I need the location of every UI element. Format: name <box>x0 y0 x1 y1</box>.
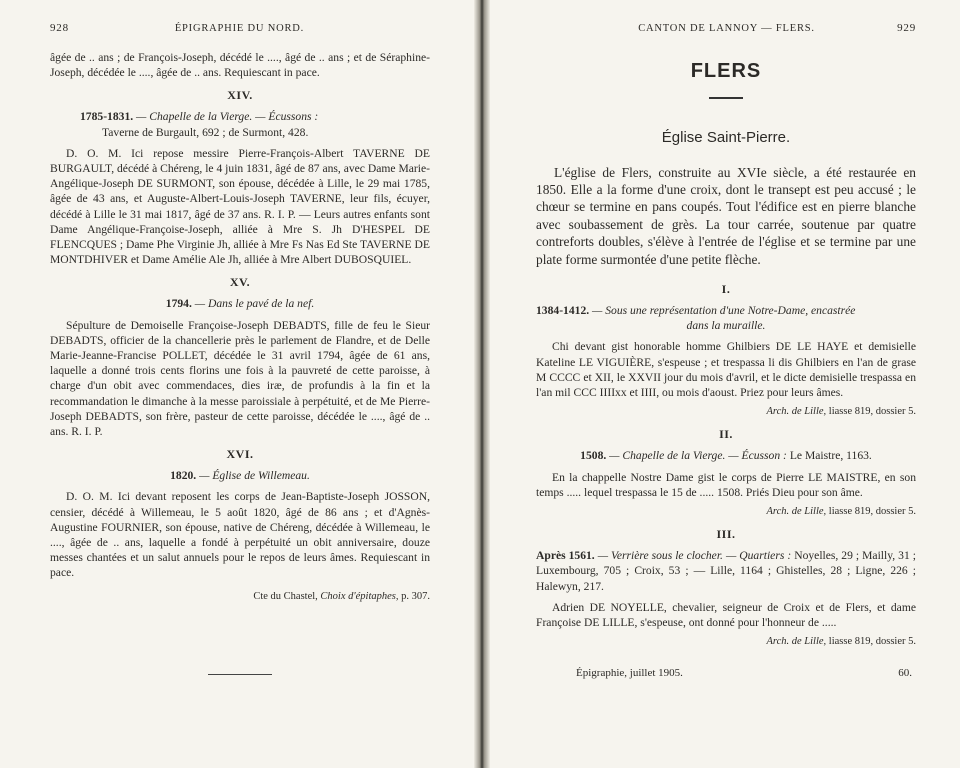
end-rule <box>208 674 272 675</box>
entry-iii-quarters: Noyelles, 29 ; Mailly, 31 ; Luxembourg, 705 ; Croix, 53 ; — Lille, 1164 ; Ghistelles, 28 ; Ligne, 226 ; Halewyn, 217. <box>536 549 916 593</box>
entry-iii-date: Après 1561. <box>536 549 595 563</box>
entry-iii-source <box>536 634 916 649</box>
entry-ii-source-archive: Arch. de Lille, <box>766 505 827 517</box>
right-page <box>490 0 960 768</box>
entry-iii-heading <box>536 548 916 594</box>
left-page <box>0 0 474 768</box>
entry-xvi-source-page: p. 307. <box>401 590 430 602</box>
footer-issue: Épigraphie, juillet 1905. <box>576 667 683 680</box>
entry-xvi-source <box>50 589 430 604</box>
entry-xvi-number: XVI. <box>226 447 254 462</box>
entry-xv-text: Sépulture de Demoiselle Françoise-Joseph DEBADTS, fille de feu le Sieur DEBADTS, officier de la chancellerie près le parlement de Flandre, et de Delle Marie-Jeanne-Francise POLLET, décédée le 31 avril 1794, âgée de 61 ans, laquelle a donné trois cents florins une fois à la pauvreté de cette paroisse, à charge d'un obit avec commendaces, dies iræ, de profundis à la fin et la recommandation le dimanche à la messe paroissiale à perpétuité, et de Me Pierre-Joseph DEBADTS, son frère, pasteur de cette paroisse, décédée le ...., âgé de .. ans. R. I. P. <box>50 318 430 439</box>
entry-ii-location: — Chapelle de la Vierge. — Écusson : <box>609 449 787 463</box>
entry-ii-source-ref: liasse 819, dossier 5. <box>828 505 916 517</box>
book-gutter <box>474 0 490 768</box>
entry-ii-date: 1508. <box>580 449 607 463</box>
church-description: L'église de Flers, construite au XVIe siècle, a été restaurée en 1850. Elle a la forme d'une croix, dont le transept est peu accusé ; le chœur se termine en pans coupés. Tout l'édifice est en pierre blanche avec soubassement de grès. La tour carrée, soutenue par quatre contreforts doubles, s'élève à l'entrée de l'église et se termine par une plate forme surmontée d'une petite flèche. <box>536 164 916 267</box>
entry-i-location: — Sous une représentation d'une Notre-Dame, encastrée <box>592 303 856 317</box>
entry-xvi-source-work: Choix d'épitaphes, <box>320 590 399 602</box>
entry-xiv-heading <box>50 109 430 139</box>
entry-ii-number: II. <box>719 427 733 442</box>
entry-ii-heading <box>536 448 916 463</box>
entry-xv-number: XV. <box>229 275 251 290</box>
right-page-number: 929 <box>897 22 916 34</box>
footer-signature: 60. <box>898 667 912 680</box>
section-title: FLERS <box>690 60 762 82</box>
entry-i-location-cont: dans la muraille. <box>686 319 766 333</box>
entry-xiv-date: 1785-1831. <box>80 110 134 124</box>
entry-iii-number: III. <box>716 527 736 542</box>
entry-iii-source-ref: liasse 819, dossier 5. <box>828 636 916 648</box>
title-rule <box>709 97 743 99</box>
entry-xv-date: 1794. <box>165 297 192 311</box>
entry-i-heading <box>536 303 916 333</box>
page-footer <box>536 667 916 679</box>
section-subtitle: Église Saint-Pierre. <box>661 128 791 146</box>
entry-xvi-date: 1820. <box>170 469 197 483</box>
entry-xv-heading <box>50 296 430 311</box>
entry-iii-text: Adrien DE NOYELLE, chevalier, seigneur de Croix et de Flers, et dame Françoise DE LILLE, s'espeuse, ont donné pour l'honneur de ..... <box>536 600 916 629</box>
right-running-head <box>536 22 916 34</box>
entry-i-date: 1384-1412. <box>536 303 590 317</box>
left-running-title: ÉPIGRAPHIE DU NORD. <box>174 23 305 34</box>
entry-ii-heraldry: Le Maistre, 1163. <box>789 449 872 463</box>
entry-xiv-text: D. O. M. Ici repose messire Pierre-François-Albert TAVERNE DE BURGAULT, décédé à Chéreng, le 4 juin 1831, âgé de 87 ans, avec Dame Marie-Angélique-Joseph DE SURMONT, son épouse, décédée à Lille, le 29 mai 1785, âgée de 43 ans, et Auguste-Albert-Louis-Joseph TAVERNE, leur fils, écuyer, décédé à Lille le 31 mai 1817, âgé de 37 ans. R. I. P. — Leurs autres enfants sont Dame Angélique-Françoise-Joseph, alliée à Mre S. Jh D'HESPEL DE FLENCQUES ; Dame Phe Virginie Jh, alliée à Mre Fs Nas Ed Ste TAVERNE DE MONTDHIVER et Dame Amélie Ale Jh, alliée à Mre Albert DUBOSQUIEL. <box>50 146 430 267</box>
entry-xv-location: — Dans le pavé de la nef. <box>194 297 315 311</box>
entry-xvi-heading <box>50 468 430 483</box>
entry-iii-source-archive: Arch. de Lille, <box>766 636 827 648</box>
entry-ii-source <box>536 504 916 519</box>
entry-xvi-location: — Église de Willemeau. <box>199 469 310 483</box>
left-page-number: 928 <box>50 22 69 34</box>
entry-xiv-heraldry: Taverne de Burgault, 692 ; de Surmont, 428. <box>102 125 309 139</box>
entry-iii-location: — Verrière sous le clocher. — Quartiers : <box>597 549 792 563</box>
entry-xvi-text: D. O. M. Ici devant reposent les corps de Jean-Baptiste-Joseph JOSSON, censier, décédé à Willemeau, le 5 août 1820, âgé de 86 ans ; et d'Agnès-Augustine FOURNIER, son épouse, native de Chéreng, décédée à Willemeau, le ...., âgée de .. ans, laquelle a fondé à perpétuité un obit anniversaire, douze messes chantées et un salut annuels pour le repos de leurs âmes. Requiescant in pace. <box>50 490 430 580</box>
entry-xiv-number: XIV. <box>227 88 253 103</box>
entry-i-source <box>536 404 916 419</box>
entry-xvi-source-author: Cte du Chastel, <box>253 590 318 602</box>
left-opening-paragraph: âgée de .. ans ; de François-Joseph, décédé le ...., âgé de .. ans ; et de Séraphine-Joseph, décédée le ...., âgée de .. ans. Requiescant in pace. <box>50 51 430 80</box>
entry-ii-text: En la chappelle Nostre Dame gist le corps de Pierre LE MAISTRE, en son temps ..... lequel trespassa le 15 de ..... 1508. Priés Dieu pour son âme. <box>536 470 916 499</box>
entry-i-number: I. <box>721 281 731 296</box>
entry-i-source-archive: Arch. de Lille, <box>766 406 827 418</box>
left-running-head <box>50 22 430 34</box>
entry-i-source-ref: liasse 819, dossier 5. <box>828 406 916 418</box>
entry-i-text: Chi devant gist honorable homme Ghilbiers DE LE HAYE et demisielle Kateline LE VIGUIÈRE, s'espeuse ; et trespassa li dis Ghilbiers en l'an de grase M CCCC et XII, le XXVII jour du mois d'avril, et le dicte demisielle trespassa en l'an mil CCC IIIIxx et IIII, ou mois d'aoust. Priez pour leurs âmes. <box>536 340 916 399</box>
entry-xiv-location: — Chapelle de la Vierge. — Écussons : <box>136 110 319 124</box>
right-running-title: CANTON DE LANNOY — FLERS. <box>638 23 815 34</box>
